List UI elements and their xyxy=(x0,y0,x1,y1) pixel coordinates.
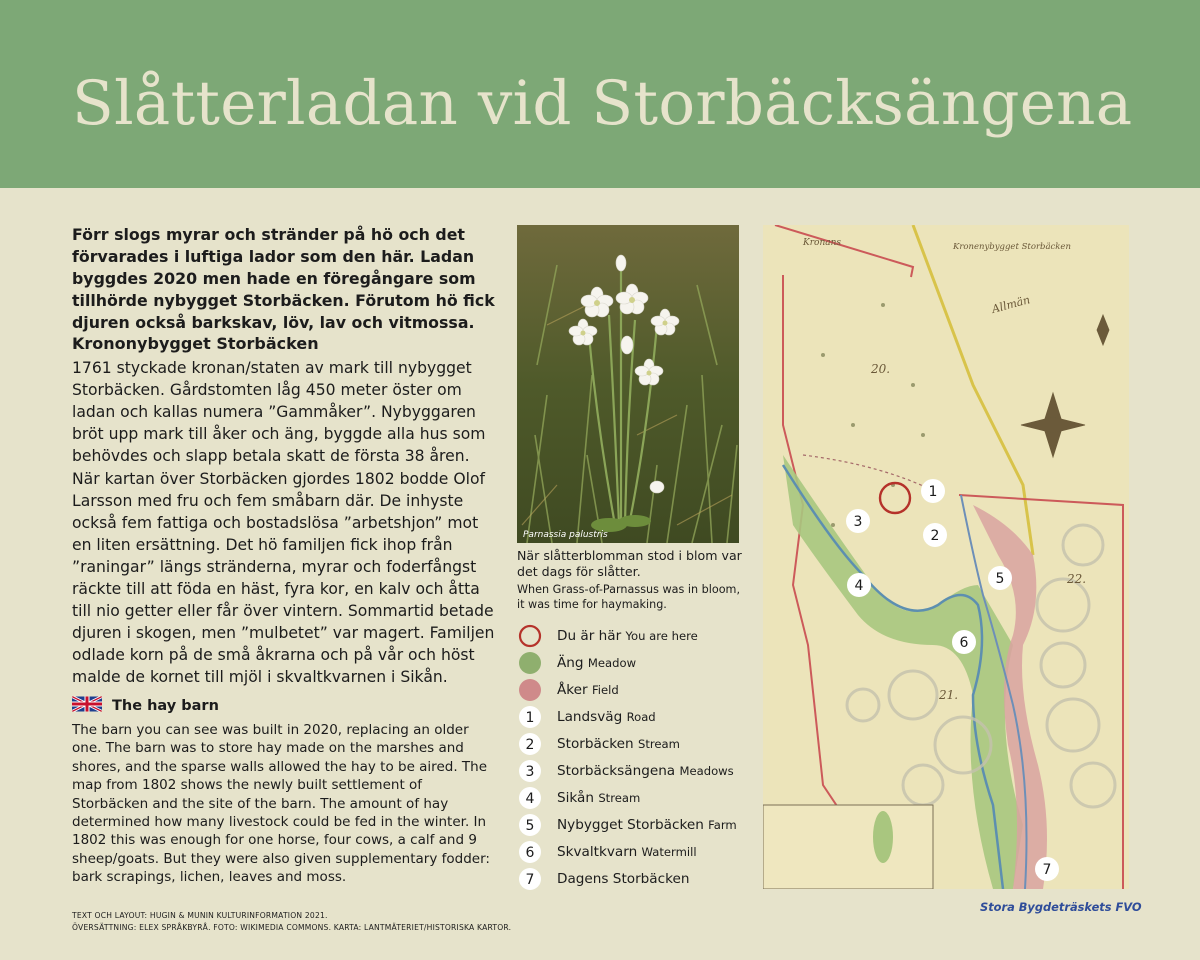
legend-label-sv: Skvaltkvarn xyxy=(557,843,638,860)
paragraph-sv-1: 1761 styckade kronan/staten av mark till nybygget Storbäcken. Gårdstomten låg 450 meter öster om ladan och kallas numera ”Gammåker”. Nybyggaren bröt upp mark till åker och äng, byggde alla hus som behövdes och slapp betala skatt de första 38 åren. xyxy=(72,359,486,465)
legend-label xyxy=(557,844,697,860)
map-legend xyxy=(517,622,737,892)
legend-number-icon xyxy=(517,731,543,757)
legend-number: 1 xyxy=(525,709,535,726)
legend-row xyxy=(517,838,737,865)
legend-number: 3 xyxy=(525,763,535,780)
legend-label xyxy=(557,628,698,644)
legend-number: 5 xyxy=(525,817,535,834)
legend-label-en: Meadows xyxy=(679,763,734,778)
legend-label-sv: Dagens Storbäcken xyxy=(557,870,690,887)
credits xyxy=(72,910,511,934)
legend-label xyxy=(557,817,737,833)
legend-label xyxy=(557,709,656,725)
legend-row xyxy=(517,649,737,676)
legend-label-en: Road xyxy=(626,709,656,724)
legend-number-icon xyxy=(517,704,543,730)
legend-label-en: Stream xyxy=(598,790,641,805)
legend-label-sv: Du är här xyxy=(557,627,622,644)
map-marker-number: 1 xyxy=(928,484,938,500)
legend-row xyxy=(517,865,737,892)
map-marker-number: 2 xyxy=(930,528,940,544)
legend-row xyxy=(517,811,737,838)
map-marker-4 xyxy=(847,573,871,597)
map-credit: Stora Bygdeträskets FVO xyxy=(980,900,1142,914)
legend-label-sv: Äng xyxy=(557,654,584,671)
map-marker-number: 7 xyxy=(1042,862,1052,878)
paragraph-en: The barn you can see was built in 2020, replacing an older one. The barn was to store hay made on the marshes and shores, and the sparse walls allowed the hay to be aired. The map from 1802 shows the newly built settlement of Storbäcken and the site of the barn. The amount of hay determined how many livestock could be fed in the winter. In 1802 this was enough for one horse, four cows, a calf and 9 sheep/goats. But they were also given supplementary fodder: bark scrapings, lichen, leaves and moss. xyxy=(72,722,490,886)
credits-line-1: TEXT OCH LAYOUT: HUGIN & MUNIN KULTURINFORMATION 2021. xyxy=(72,911,328,920)
legend-number: 6 xyxy=(525,844,535,861)
credits-line-2: ÖVERSÄTTNING: ELEX SPRÅKBYRÅ. FOTO: WIKIMEDIA COMMONS. KARTA: LANTMÄTERIET/HISTORISKA KARTOR. xyxy=(72,923,512,932)
map-marker-number: 4 xyxy=(854,578,864,594)
photo-caption-en: When Grass-of-Parnassus was in bloom, it was time for haymaking. xyxy=(517,583,740,611)
page-title: Slåtterladan vid Storbäcksängena xyxy=(72,68,1133,139)
legend-row xyxy=(517,730,737,757)
legend-label-en: Watermill xyxy=(641,844,697,859)
parnassia-photo xyxy=(517,225,739,543)
map-marker-3 xyxy=(846,509,870,533)
map-marker-number: 6 xyxy=(959,635,969,651)
map-marker-number: 5 xyxy=(995,571,1005,587)
legend-row xyxy=(517,703,737,730)
legend-label xyxy=(557,655,636,671)
map-annotation-21: 21. xyxy=(939,688,959,702)
uk-flag-icon xyxy=(72,696,102,716)
map-annotation-title: Kronenybygget Storbäcken xyxy=(953,242,1071,252)
photo-species-label: Parnassia palustris xyxy=(523,530,608,540)
intro-text: Förr slogs myrar och stränder på hö och det förvarades i luftiga lador som den här. Ladan byggdes 2020 men hade en föregångare som tillhörde nybygget Storbäcken. Förutom hö fick djuren också barkskav, löv, lav och vitmossa. xyxy=(72,225,495,332)
legend-label-en: You are here xyxy=(625,628,698,643)
historic-map xyxy=(763,225,1129,889)
map-marker-1 xyxy=(921,479,945,503)
legend-row xyxy=(517,784,737,811)
legend-label xyxy=(557,763,734,779)
legend-number: 7 xyxy=(525,871,535,888)
legend-number-icon xyxy=(517,866,543,892)
section-heading-en xyxy=(72,696,219,716)
section-heading-sv: Krononybygget Storbäcken xyxy=(72,334,319,353)
legend-label-sv: Storbäcksängena xyxy=(557,762,676,779)
you-are-here-icon xyxy=(517,623,543,649)
legend-row xyxy=(517,622,737,649)
map-marker-5 xyxy=(988,566,1012,590)
map-marker-7 xyxy=(1035,857,1059,881)
legend-number-icon xyxy=(517,758,543,784)
photo-caption-sv: När slåtterblomman stod i blom var det dags för slåtter. xyxy=(517,548,742,579)
legend-label xyxy=(557,871,689,887)
legend-number-icon xyxy=(517,839,543,865)
legend-label-en: Field xyxy=(591,682,619,697)
legend-swatch-icon xyxy=(517,677,543,703)
map-annotation-20: 20. xyxy=(871,362,891,376)
legend-row xyxy=(517,757,737,784)
legend-number-icon xyxy=(517,812,543,838)
legend-number: 4 xyxy=(525,790,535,807)
header-banner xyxy=(0,0,1200,188)
legend-swatch-icon xyxy=(517,650,543,676)
legend-label-sv: Sikån xyxy=(557,789,594,806)
legend-label-sv: Åker xyxy=(557,681,588,698)
legend-label-sv: Storbäcken xyxy=(557,735,634,752)
legend-label xyxy=(557,682,619,698)
legend-label-en: Stream xyxy=(638,736,680,751)
legend-number-icon xyxy=(517,785,543,811)
map-marker-number: 3 xyxy=(853,514,863,530)
legend-label xyxy=(557,736,680,752)
legend-label-sv: Landsväg xyxy=(557,708,623,725)
map-annotation-kronans: Kronans xyxy=(803,238,842,248)
paragraph-sv-2: När kartan över Storbäcken gjordes 1802 bodde Olof Larsson med fru och fem småbarn där. De inhyste också fem fattiga och bostadslösa ”arbetshjon” mot en liten ersättning. Det hö familjen fick ihop från ”raningar” längs stränderna, myrar och foderfångst räckte till att föda en häst, fyra kor, en kalv och åtta till nio getter eller får över vintern. Sommartid betade djuren i skogen, men ”mulbetet” var magert. Familjen odlade korn på de små åkrarna och på vår och höst malde de kornet till mjöl i skvaltkvarnen i Sikån. xyxy=(72,470,495,686)
map-annotation-allman: Allmän xyxy=(990,293,1032,316)
legend-label-sv: Nybygget Storbäcken xyxy=(557,816,704,833)
legend-row xyxy=(517,676,737,703)
legend-label xyxy=(557,790,640,806)
map-annotation-22: 22. xyxy=(1067,572,1087,586)
map-marker-6 xyxy=(952,630,976,654)
section-heading-en-label: The hay barn xyxy=(112,698,219,714)
legend-label-en: Meadow xyxy=(587,655,637,670)
legend-label-en: Farm xyxy=(708,817,737,832)
legend-number: 2 xyxy=(525,736,535,753)
map-marker-2 xyxy=(923,523,947,547)
